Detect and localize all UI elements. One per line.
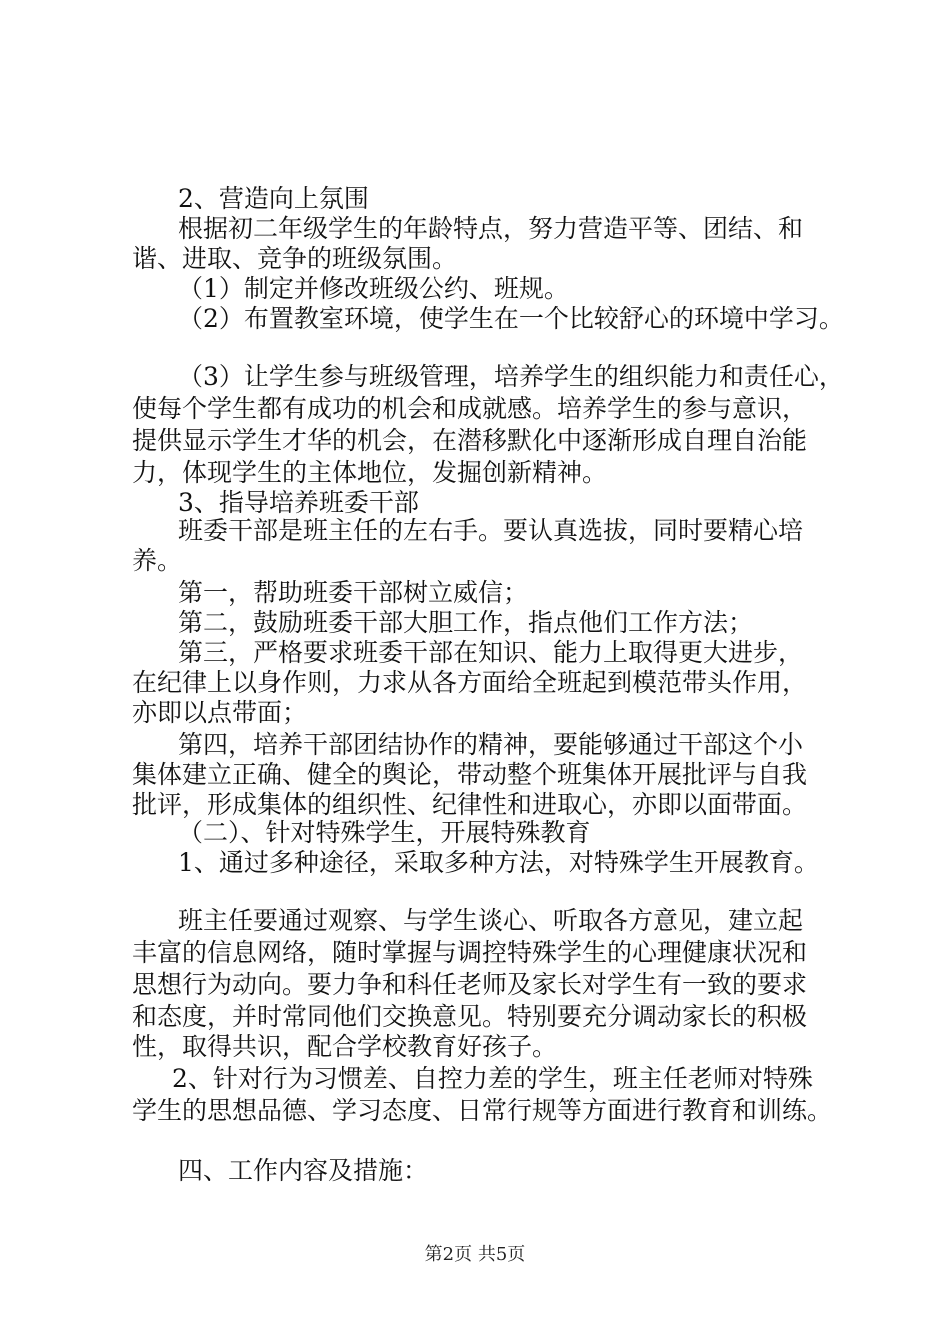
section-heading: 2、营造向上氛围 [178, 184, 369, 213]
paragraph-line: 力，体现学生的主体地位，发掘创新精神。 [132, 458, 608, 487]
paragraph-line: 亦即以点带面； [132, 698, 308, 727]
paragraph-line: 丰富的信息网络，随时掌握与调控特殊学生的心理健康状况和 [132, 938, 808, 967]
paragraph-line: 集体建立正确、健全的舆论，带动整个班集体开展批评与自我 [132, 760, 808, 789]
list-item: 第四，培养干部团结协作的精神，要能够通过干部这个小 [178, 730, 804, 759]
section-heading: 四、工作内容及措施： [178, 1156, 429, 1185]
page-number-footer: 第2页 共5页 [424, 1244, 526, 1265]
section-heading: 3、指导培养班委干部 [178, 488, 419, 517]
paragraph-line: 性，取得共识，配合学校教育好孩子。 [132, 1032, 558, 1061]
paragraph-line: 养。 [132, 546, 183, 575]
list-item: 第二，鼓励班委干部大胆工作，指点他们工作方法； [178, 608, 754, 637]
paragraph-line: 批评，形成集体的组织性、纪律性和进取心，亦即以面带面。 [132, 790, 808, 819]
paragraph-line: 1、通过多种途径，采取多种方法，对特殊学生开展教育。 [178, 848, 819, 877]
paragraph-line: 和态度，并时常同他们交换意见。特别要充分调动家长的积极 [132, 1002, 808, 1031]
paragraph-line: 2、针对行为习惯差、自控力差的学生，班主任老师对特殊 [172, 1064, 813, 1093]
list-item: （1）制定并修改班级公约、班规。 [178, 274, 569, 303]
section-heading: （二）、针对特殊学生，开展特殊教育 [178, 818, 591, 847]
paragraph-line: 学生的思想品德、学习态度、日常行规等方面进行教育和训练。 [132, 1096, 833, 1125]
paragraph-line: 思想行为动向。要力争和科任老师及家长对学生有一致的要求 [132, 970, 808, 999]
paragraph-line: 在纪律上以身作则，力求从各方面给全班起到模范带头作用， [132, 668, 808, 697]
paragraph-line: 班委干部是班主任的左右手。要认真选拔，同时要精心培 [178, 516, 804, 545]
paragraph-line: 提供显示学生才华的机会，在潜移默化中逐渐形成自理自治能 [132, 426, 808, 455]
paragraph-line: 班主任要通过观察、与学生谈心、听取各方意见，建立起 [178, 906, 804, 935]
list-item: 第一，帮助班委干部树立威信； [178, 578, 529, 607]
list-item: 第三，严格要求班委干部在知识、能力上取得更大进步， [178, 638, 804, 667]
list-item: （2）布置教室环境，使学生在一个比较舒心的环境中学习。 [178, 304, 844, 333]
paragraph-line: 谐、进取、竞争的班级氛围。 [132, 244, 458, 273]
list-item: （3）让学生参与班级管理，培养学生的组织能力和责任心， [178, 362, 844, 391]
paragraph-line: 根据初二年级学生的年龄特点，努力营造平等、团结、和 [178, 214, 804, 243]
paragraph-line: 使每个学生都有成功的机会和成就感。培养学生的参与意识， [132, 394, 808, 423]
